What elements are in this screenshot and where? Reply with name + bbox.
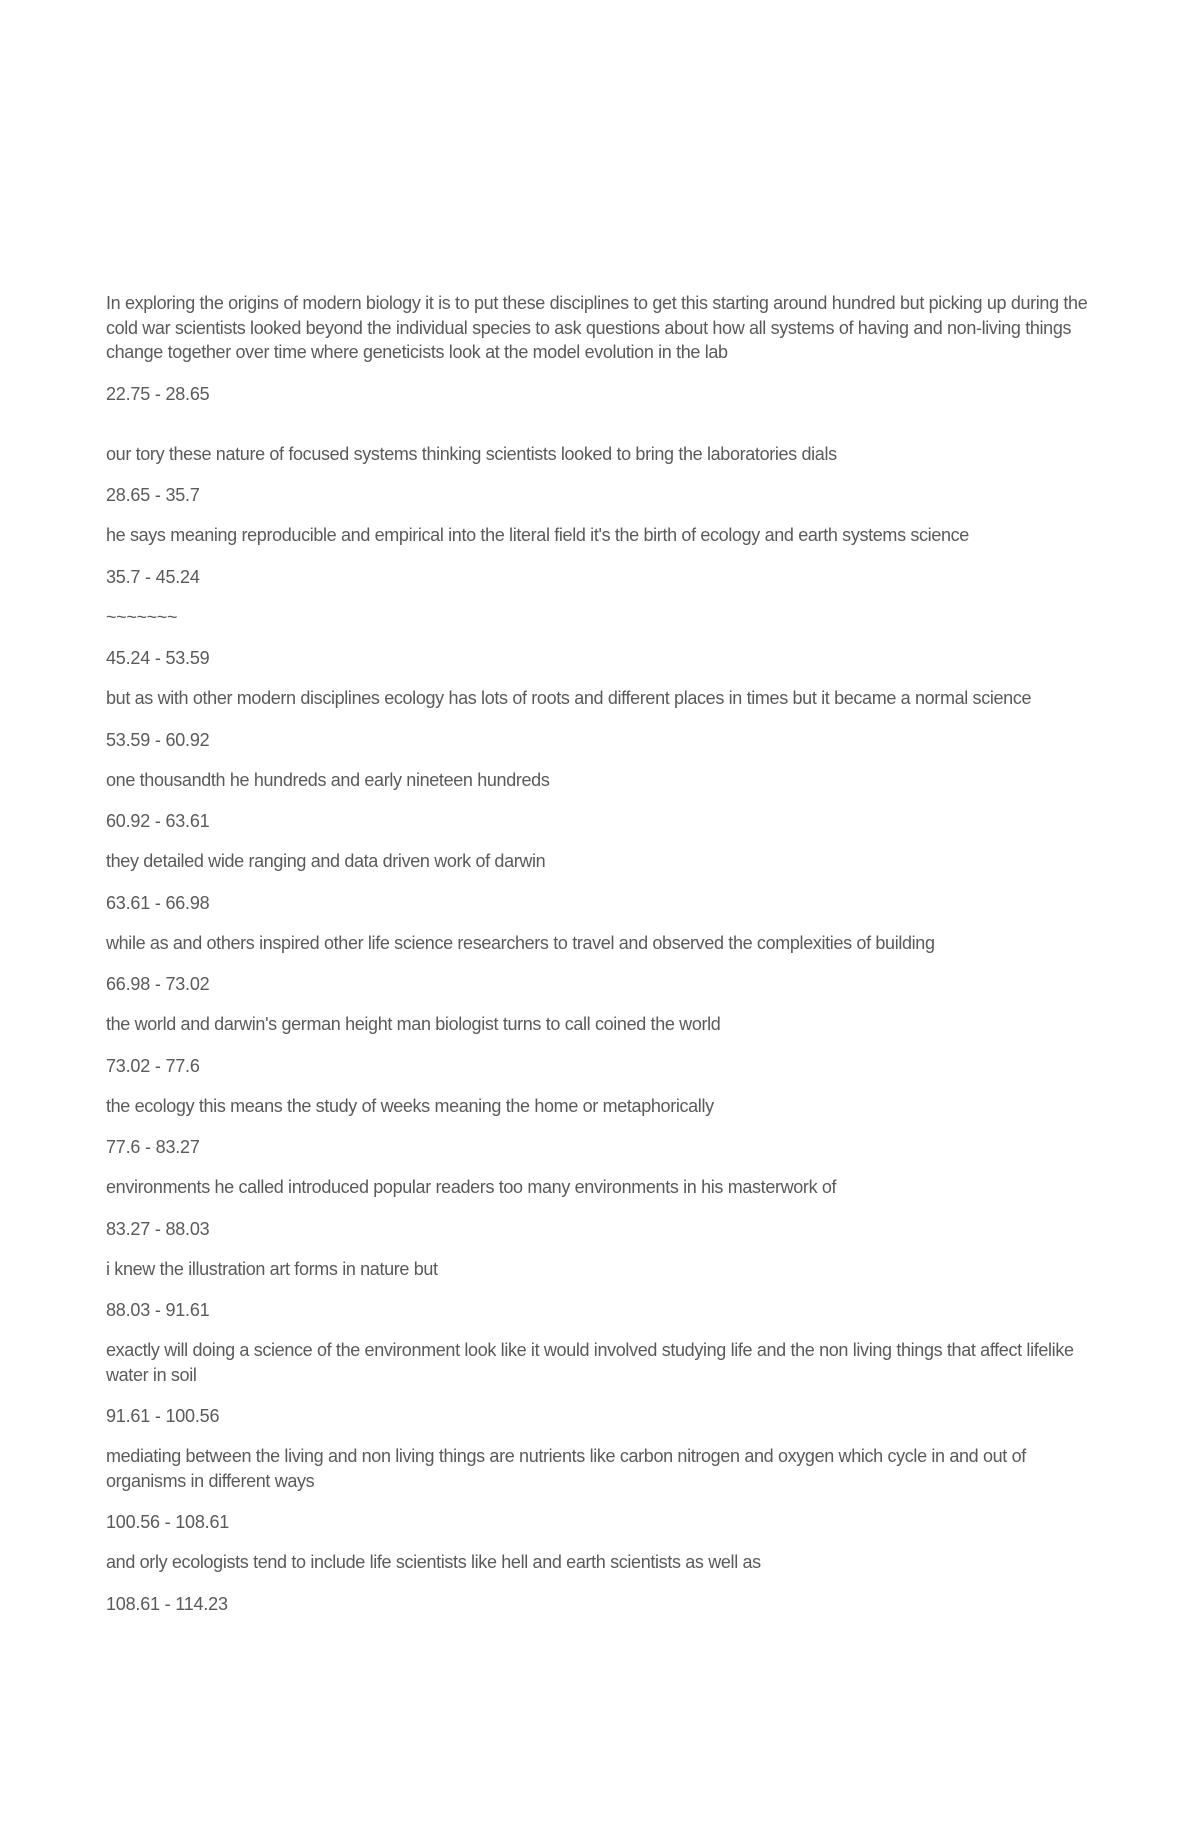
transcript-segment (106, 849, 1100, 915)
transcript-segment (106, 442, 1100, 508)
segment-timestamp: 60.92 - 63.61 (106, 811, 210, 831)
transcript-segment (106, 291, 1100, 406)
segment-text: exactly will doing a science of the environment look like it would involved studying life and the non living things that affect lifelike water in soil (106, 1340, 1074, 1385)
segment-timestamp: 28.65 - 35.7 (106, 485, 200, 505)
transcript-segment (106, 1012, 1100, 1078)
segment-text: he says meaning reproducible and empirical into the literal field it's the birth of ecology and earth systems science (106, 525, 969, 545)
segment-text: while as and others inspired other life science researchers to travel and observed the complexities of building (106, 932, 935, 953)
segment-timestamp: 45.24 - 53.59 (106, 648, 210, 668)
transcript-segment (106, 1338, 1100, 1428)
segment-timestamp: 100.56 - 108.61 (106, 1512, 230, 1532)
segment-text: but as with other modern disciplines ecology has lots of roots and different places in times but it became a normal science (106, 688, 1032, 708)
transcript-document (106, 291, 1100, 1632)
segment-timestamp: 91.61 - 100.56 (106, 1406, 220, 1426)
transcript-segment (106, 931, 1100, 997)
segment-text: the ecology this means the study of weeks meaning the home or metaphorically (106, 1095, 714, 1116)
segment-timestamp: 77.6 - 83.27 (106, 1137, 200, 1157)
segment-text: one thousandth he hundreds and early nineteen hundreds (106, 769, 550, 790)
segment-text: ~~~~~~~ (106, 606, 178, 627)
transcript-segment (106, 686, 1100, 752)
transcript-segment (106, 1444, 1100, 1534)
segment-text: environments he called introduced popular readers too many environments in his masterwork of (106, 1177, 837, 1197)
segment-text: they detailed wide ranging and data driven work of darwin (106, 851, 546, 871)
transcript-segment (106, 768, 1100, 834)
segment-timestamp: 73.02 - 77.6 (106, 1055, 200, 1076)
segment-timestamp: 83.27 - 88.03 (106, 1218, 210, 1239)
segment-text: the world and darwin's german height man biologist turns to call coined the world (106, 1014, 721, 1034)
transcript-segment (106, 1257, 1100, 1323)
segment-timestamp: 22.75 - 28.65 (106, 383, 210, 404)
segment-timestamp: 88.03 - 91.61 (106, 1300, 210, 1320)
segment-text: our tory these nature of focused systems thinking scientists looked to bring the laboratories dials (106, 443, 837, 464)
segment-text: i knew the illustration art forms in nature but (106, 1258, 438, 1279)
segment-text: In exploring the origins of modern biology it is to put these disciplines to get this starting around hundred but picking up during the cold war scientists looked beyond the individual species to ask questions about how all systems of having and non-living things change together over time where geneticists look at the model evolution in the lab (106, 293, 1088, 362)
segment-timestamp: 53.59 - 60.92 (106, 729, 210, 750)
transcript-segment (106, 1094, 1100, 1160)
transcript-segment (106, 605, 1100, 671)
segment-timestamp: 35.7 - 45.24 (106, 566, 200, 587)
transcript-segment (106, 1175, 1100, 1241)
segment-timestamp: 66.98 - 73.02 (106, 974, 210, 994)
segment-timestamp: 63.61 - 66.98 (106, 892, 210, 913)
transcript-segment (106, 1550, 1100, 1616)
segment-timestamp: 108.61 - 114.23 (106, 1593, 228, 1614)
segment-text: mediating between the living and non living things are nutrients like carbon nitrogen and oxygen which cycle in and out of organisms in different ways (106, 1446, 1026, 1491)
transcript-segment (106, 523, 1100, 589)
segment-text: and orly ecologists tend to include life scientists like hell and earth scientists as well as (106, 1552, 761, 1572)
